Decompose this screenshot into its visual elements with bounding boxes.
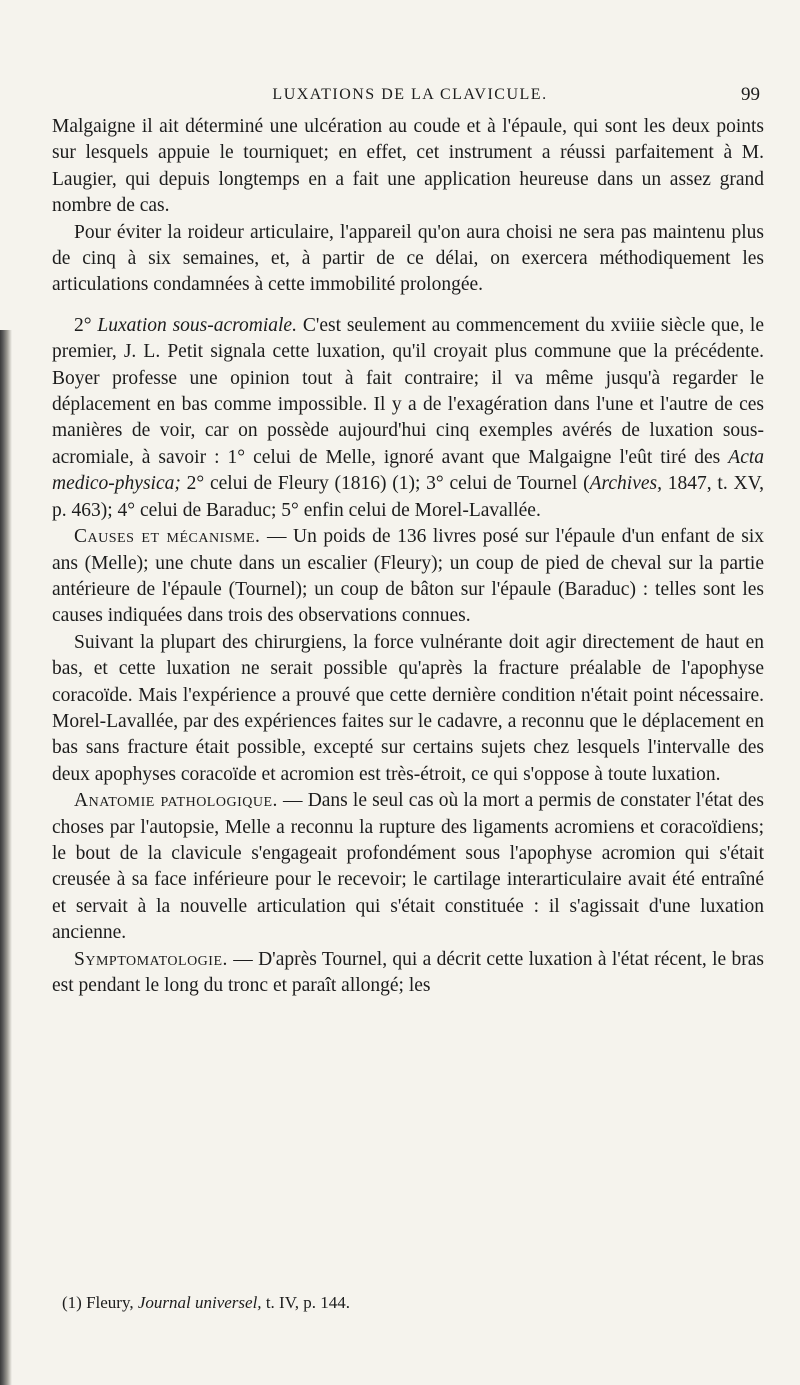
paragraph-1: Malgaigne il ait déterminé une ulcération au coude et à l'épaule, qui sont les deux points sur lesquels appuie le tourniquet; en effet, cet instrument a réussi parfaitement à M. Laugier, qui depuis longtemps en a fait une application heureuse dans un assez grand nombre de cas.: [52, 116, 764, 217]
footnote-journal: Journal universel,: [137, 1293, 262, 1312]
section-number: 2°: [74, 314, 92, 336]
paragraph-symptoms: [52, 947, 764, 1000]
anatomy-text: — Dans le seul cas où la mort a permis de constater l'état des choses par l'autopsie, Melle a reconnu la rupture des ligaments acromiens et coracoïdiens; le bout de la clavicule s'engageait profondément sous l'apophyse acromion qui s'était creusée à sa face inférieure pour le recevoir; le cartilage interarticulaire avait été entraîné et servait à la nouvelle articulation qui s'était constituée : il s'agissait d'une luxation ancienne.: [52, 790, 764, 944]
heading-anatomy: Anatomie pathologique.: [74, 790, 278, 812]
section-text-c: 1847, t. XV, p. 463); 4° celui de Baraduc; 5° enfin celui de Morel-Lavallée.: [52, 473, 765, 521]
main-text: [52, 114, 764, 999]
page-binding-shadow: [0, 330, 12, 1385]
paragraph-mechanism: Suivant la plupart des chirurgiens, la force vulnérante doit agir directement de haut en bas, et cette luxation ne serait possible qu'après la fracture préalable de l'apophyse coracoïde. Mais l'expérience a prouvé que cette dernière condition n'était point nécessaire. Morel-Lavallée, par des expériences faites sur le cadavre, a reconnu que le déplacement en bas sans fracture était possible, excepté sur certains sujets chez lesquels l'intervalle des deux apophyses coracoïde et acromion est très-étroit, ce qui s'oppose à toute luxation.: [52, 631, 764, 785]
paragraph-anatomy: [52, 788, 764, 946]
paragraph-2: Pour éviter la roideur articulaire, l'appareil qu'on aura choisi ne sera pas maintenu plus de cinq à six semaines, et, à partir de ce délai, on exercera méthodiquement les articulations condamnées à cette immobilité prolongée.: [52, 221, 764, 296]
journal-archives: Archives,: [589, 473, 662, 495]
section-title: Luxation sous-acromiale.: [97, 314, 297, 336]
page-number: 99: [741, 84, 760, 105]
symptoms-text: — D'après Tournel, qui a décrit cette luxation à l'état récent, le bras est pendant le long du tronc et paraît allongé; les: [52, 948, 765, 996]
journal-acta: Acta medico-physica;: [52, 446, 765, 495]
section-text-a: C'est seulement au commencement du xviiie siècle que, le premier, J. L. Petit signala cette luxation, qu'il croyait plus commune que la précédente. Boyer professe une opinion tout à fait contraire; il va même jusqu'à regarder le déplacement en bas comme impossible. Il y a de l'exagération dans l'une et l'autre de ces manières de voir, car on possède aujourd'hui cinq exemples avérés de luxation sous-acromiale, à savoir : 1° celui de Melle, ignoré avant que Malgaigne l'eût tiré des: [52, 314, 764, 468]
section-sous-acromiale: [52, 313, 764, 524]
footnote: [62, 1292, 762, 1314]
footnote-author: Fleury,: [86, 1293, 134, 1312]
heading-causes: Causes et mécanisme.: [74, 526, 261, 548]
running-head: LUXATIONS DE LA CLAVICULE.: [272, 86, 548, 103]
heading-symptoms: Symptomatologie.: [74, 948, 228, 970]
footnote-ref: t. IV, p. 144.: [265, 1293, 351, 1312]
page-header: [60, 86, 760, 110]
causes-text: — Un poids de 136 livres posé sur l'épaule d'un enfant de six ans (Melle); une chute dans un escalier (Fleury); un coup de pied de cheval sur la partie antérieure de l'épaule (Tournel); un coup de bâton sur l'épaule (Baraduc) : telles sont les causes indiquées dans trois des observations connues.: [52, 526, 765, 627]
footnote-marker: (1): [62, 1293, 82, 1312]
paragraph-causes: [52, 524, 764, 630]
section-text-b: 2° celui de Fleury (1816) (1); 3° celui de Tournel (: [186, 473, 590, 495]
